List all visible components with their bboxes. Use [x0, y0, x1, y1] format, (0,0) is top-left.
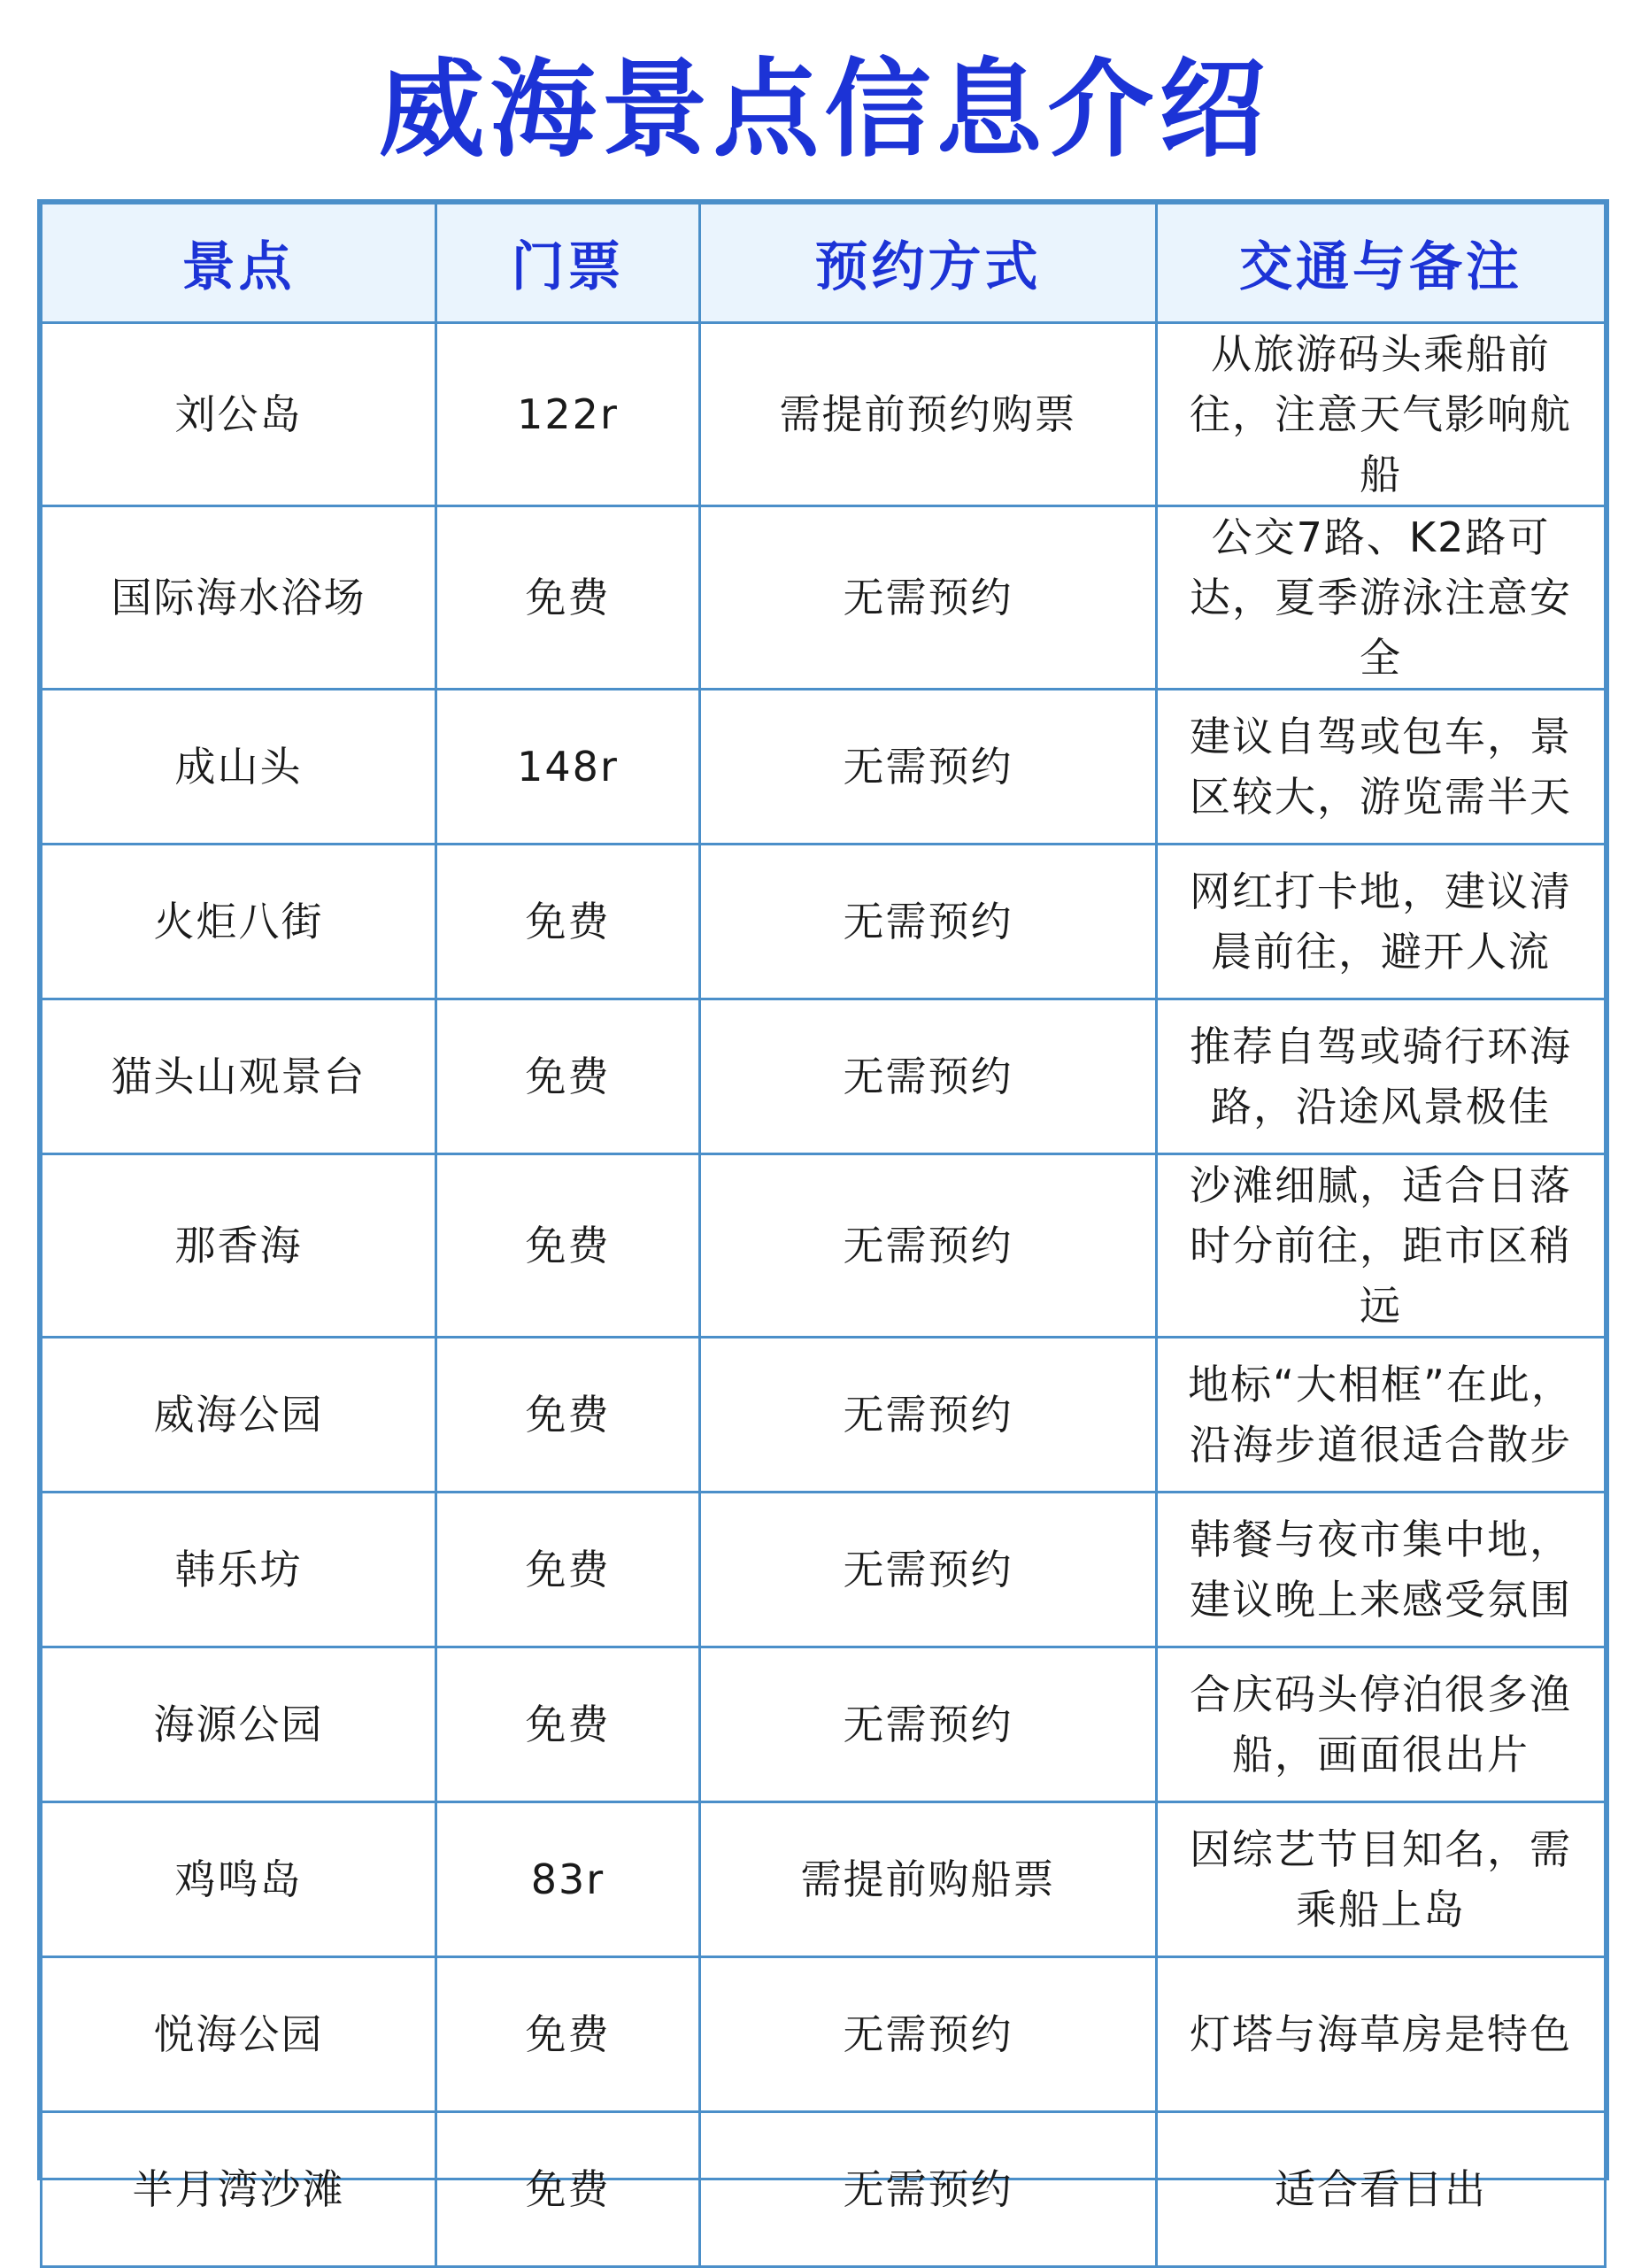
cell-notes: 适合看日出 — [1157, 2112, 1606, 2267]
table-row — [42, 1647, 1606, 1802]
cell-booking: 无需预约 — [700, 506, 1157, 690]
cell-booking: 需提前购船票 — [700, 1802, 1157, 1957]
attractions-table-container — [37, 199, 1609, 2213]
cell-ticket: 122r — [436, 323, 700, 506]
cell-notes: 推荐自驾或骑行环海路，沿途风景极佳 — [1157, 999, 1606, 1154]
cell-notes: 从旅游码头乘船前往，注意天气影响航船 — [1157, 323, 1606, 506]
header-booking: 预约方式 — [700, 204, 1157, 323]
cell-notes: 沙滩细腻，适合日落时分前往，距市区稍远 — [1157, 1154, 1606, 1338]
cell-ticket: 83r — [436, 1802, 700, 1957]
cell-booking: 无需预约 — [700, 845, 1157, 999]
cell-notes: 公交7路、K2路可达，夏季游泳注意安全 — [1157, 506, 1606, 690]
cell-ticket: 148r — [436, 690, 700, 845]
cell-notes: 因综艺节目知名，需乘船上岛 — [1157, 1802, 1606, 1957]
table-row — [42, 506, 1606, 690]
cell-booking: 无需预约 — [700, 1957, 1157, 2112]
table-row — [42, 1957, 1606, 2112]
header-ticket: 门票 — [436, 204, 700, 323]
page-title: 威海景点信息介绍 — [378, 49, 1271, 172]
table-row — [42, 999, 1606, 1154]
cell-booking: 无需预约 — [700, 999, 1157, 1154]
cell-attraction: 悦海公园 — [42, 1957, 436, 2112]
table-row — [42, 1338, 1606, 1493]
cell-attraction: 成山头 — [42, 690, 436, 845]
table-row — [42, 1802, 1606, 1957]
cell-ticket: 免费 — [436, 506, 700, 690]
cell-ticket: 免费 — [436, 1154, 700, 1338]
table-row — [42, 323, 1606, 506]
cell-attraction: 半月湾沙滩 — [42, 2112, 436, 2267]
cell-ticket: 免费 — [436, 1647, 700, 1802]
table-row — [42, 2112, 1606, 2267]
cell-ticket: 免费 — [436, 845, 700, 999]
cell-attraction: 猫头山观景台 — [42, 999, 436, 1154]
cell-booking: 无需预约 — [700, 1154, 1157, 1338]
cell-attraction: 威海公园 — [42, 1338, 436, 1493]
cell-attraction: 韩乐坊 — [42, 1493, 436, 1647]
cell-booking: 无需预约 — [700, 1338, 1157, 1493]
cell-notes: 建议自驾或包车，景区较大，游览需半天 — [1157, 690, 1606, 845]
cell-ticket: 免费 — [436, 1338, 700, 1493]
table-row — [42, 690, 1606, 845]
cell-booking: 无需预约 — [700, 690, 1157, 845]
cell-attraction: 刘公岛 — [42, 323, 436, 506]
cell-attraction: 火炬八街 — [42, 845, 436, 999]
cell-notes: 灯塔与海草房是特色 — [1157, 1957, 1606, 2112]
header-attraction: 景点 — [42, 204, 436, 323]
cell-notes: 合庆码头停泊很多渔船，画面很出片 — [1157, 1647, 1606, 1802]
cell-ticket: 免费 — [436, 999, 700, 1154]
table-row — [42, 1154, 1606, 1338]
cell-notes: 网红打卡地，建议清晨前往，避开人流 — [1157, 845, 1606, 999]
cell-attraction: 海源公园 — [42, 1647, 436, 1802]
table-row — [42, 845, 1606, 999]
cell-ticket: 免费 — [436, 1493, 700, 1647]
cell-attraction: 鸡鸣岛 — [42, 1802, 436, 1957]
attractions-table — [40, 202, 1607, 2268]
cell-booking: 无需预约 — [700, 1647, 1157, 1802]
table-header-row — [42, 204, 1606, 323]
cell-ticket: 免费 — [436, 2112, 700, 2267]
cell-booking: 需提前预约购票 — [700, 323, 1157, 506]
header-transport-notes: 交通与备注 — [1157, 204, 1606, 323]
table-row — [42, 1493, 1606, 1647]
cell-notes: 地标“大相框”在此，沿海步道很适合散步 — [1157, 1338, 1606, 1493]
cell-attraction: 那香海 — [42, 1154, 436, 1338]
cell-attraction: 国际海水浴场 — [42, 506, 436, 690]
cell-notes: 韩餐与夜市集中地，建议晚上来感受氛围 — [1157, 1493, 1606, 1647]
cell-booking: 无需预约 — [700, 1493, 1157, 1647]
cell-ticket: 免费 — [436, 1957, 700, 2112]
cell-booking: 无需预约 — [700, 2112, 1157, 2267]
